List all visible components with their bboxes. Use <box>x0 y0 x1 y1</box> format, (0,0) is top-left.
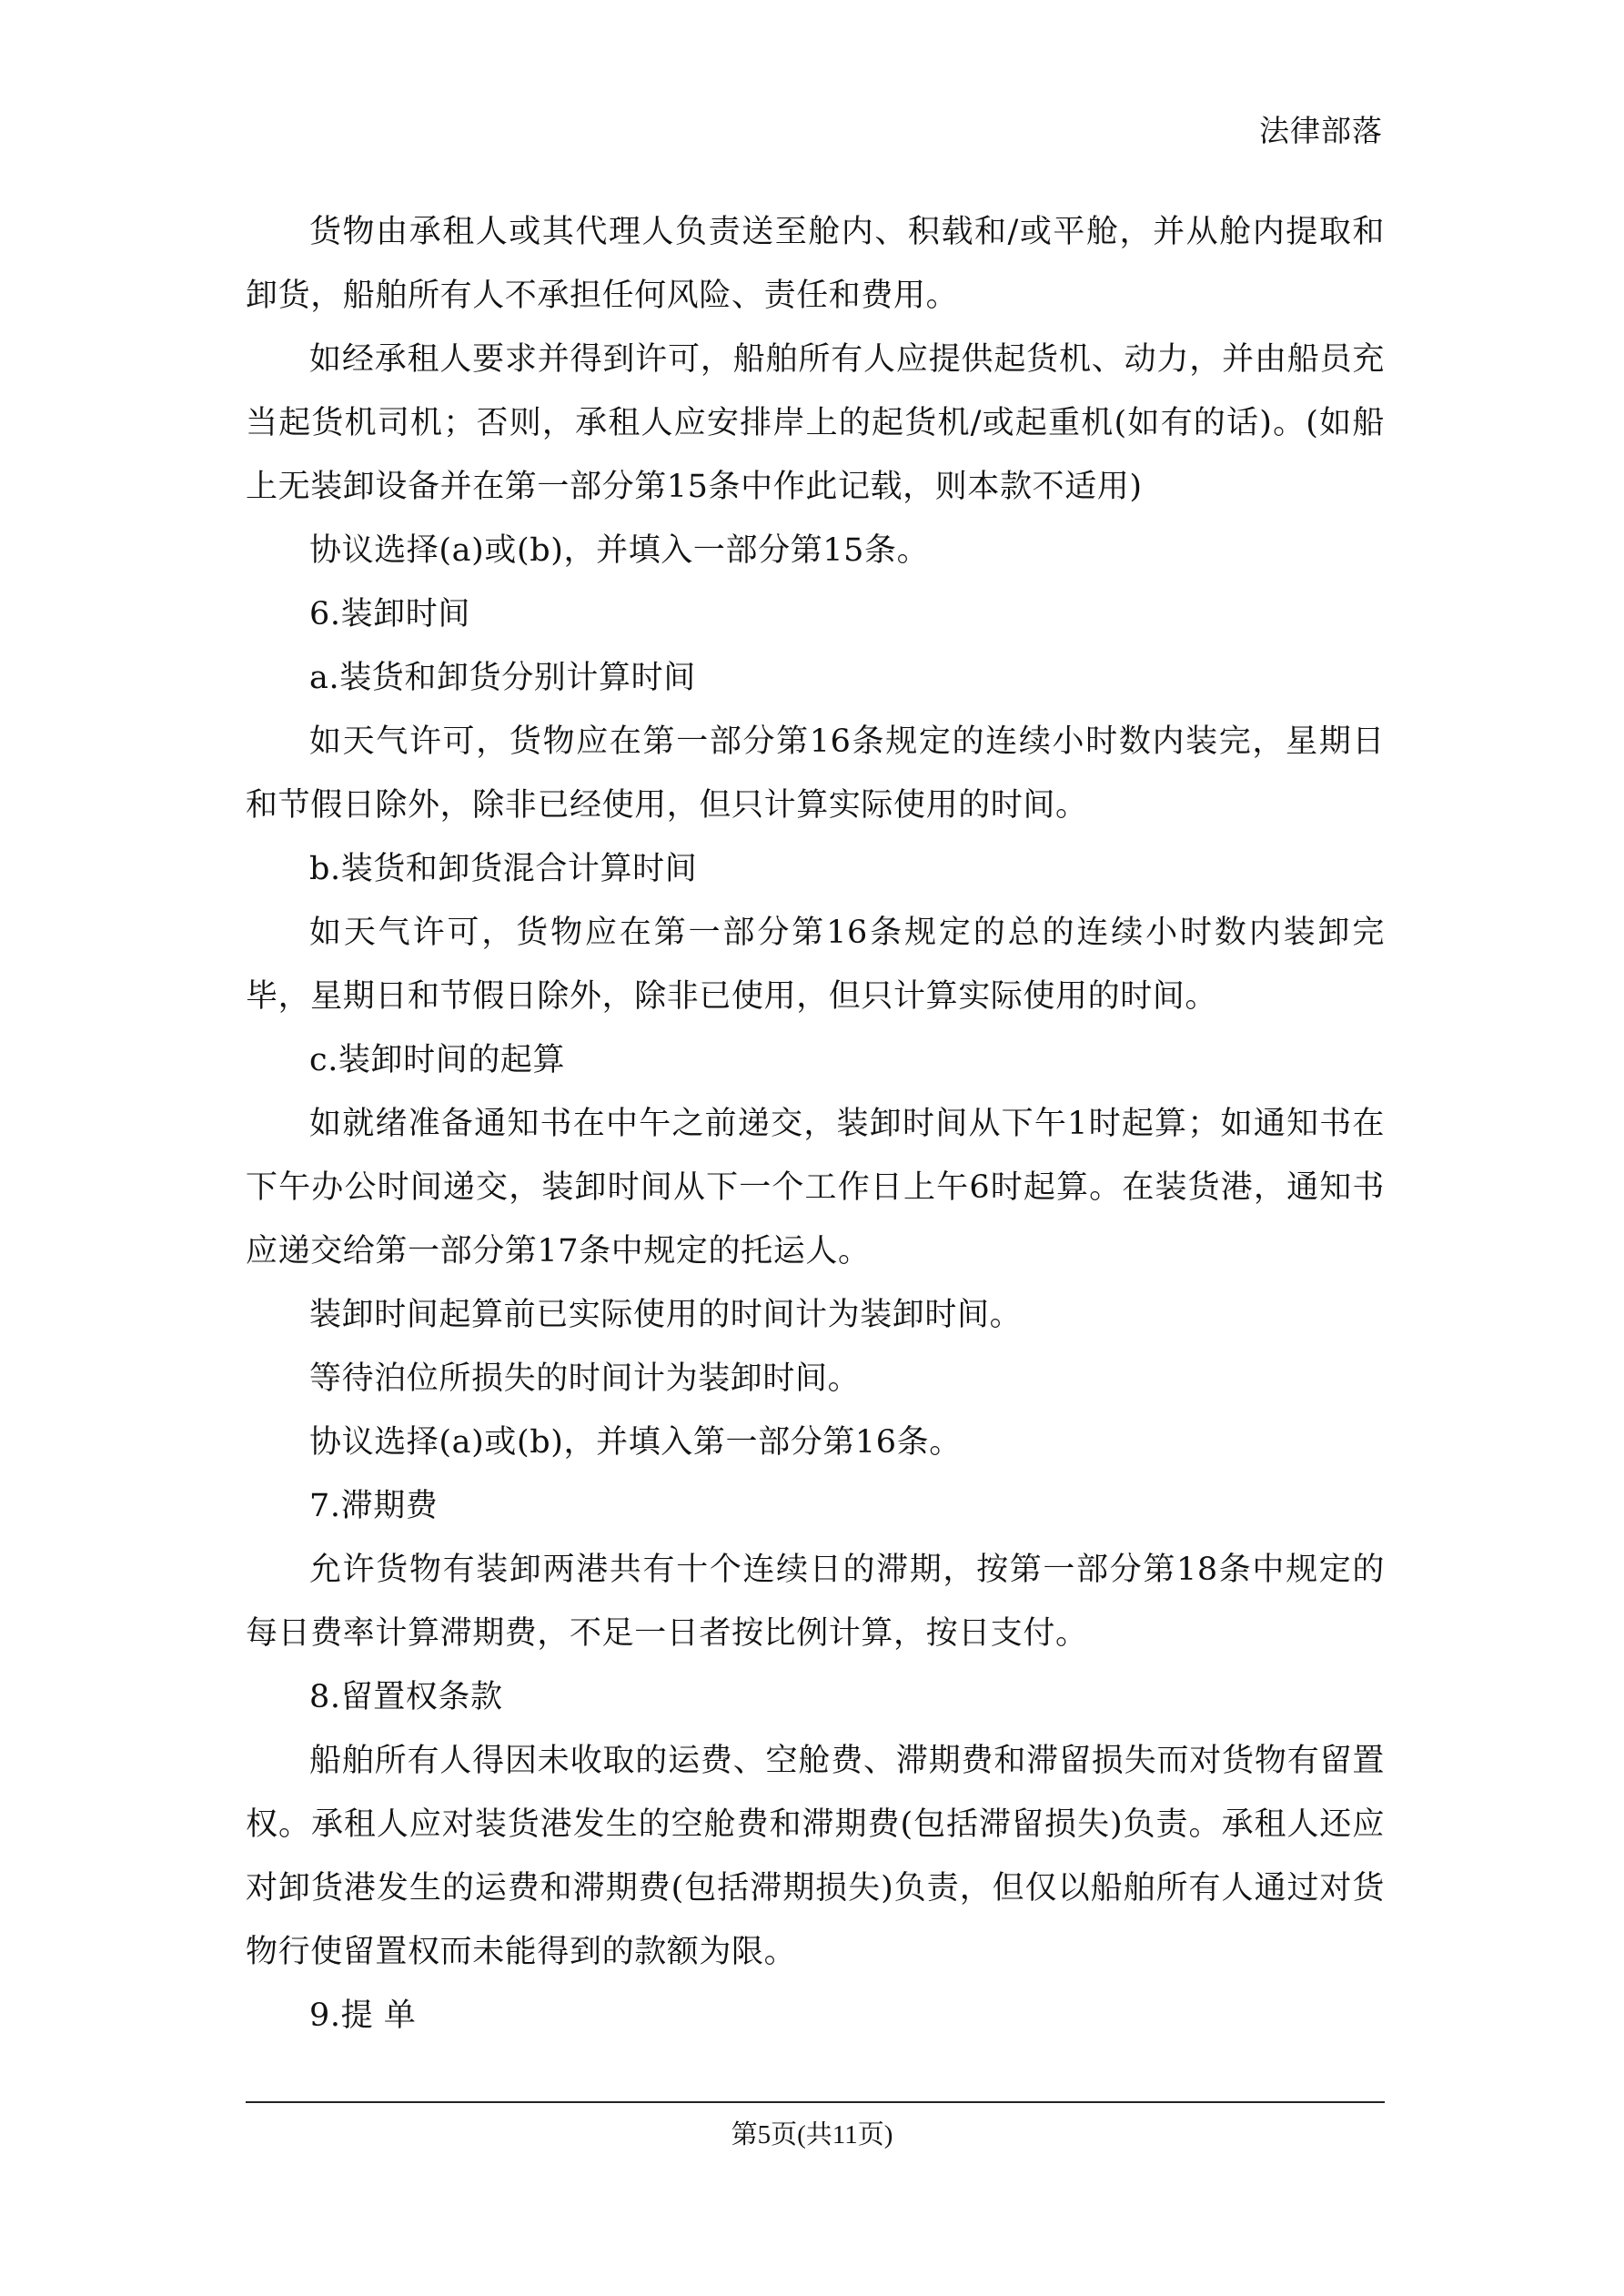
paragraph: 协议选择(a)或(b)，并填入一部分第15条。 <box>309 532 930 569</box>
page-header-site-name: 法律部落 <box>1259 113 1383 148</box>
section-heading: 6.装卸时间 <box>309 596 470 632</box>
paragraph: 如经承租人要求并得到许可，船舶所有人应提供起货机、动力，并由船员充当起货机司机；否则，承租人应安排岸上的起货机/或起重机(如有的话)。(如船上无装卸设备并在第一部分第15条中作此记载，则本款不适用) <box>246 341 1385 505</box>
subsection-heading: c.装卸时间的起算 <box>309 1042 566 1078</box>
section-heading: 7.滞期费 <box>309 1488 439 1524</box>
paragraph: 允许货物有装卸两港共有十个连续日的滞期，按第一部分第18条中规定的每日费率计算滞期费，不足一日者按比例计算，按日支付。 <box>246 1552 1385 1652</box>
paragraph: 装卸时间起算前已实际使用的时间计为装卸时间。 <box>309 1297 1023 1333</box>
subsection-heading: a.装货和卸货分别计算时间 <box>309 660 696 696</box>
subsection-heading: b.装货和卸货混合计算时间 <box>309 851 698 887</box>
paragraph: 协议选择(a)或(b)，并填入第一部分第16条。 <box>309 1424 962 1461</box>
paragraph: 如天气许可，货物应在第一部分第16条规定的总的连续小时数内装卸完毕，星期日和节假日除外，除非已使用，但只计算实际使用的时间。 <box>246 915 1385 1015</box>
paragraph: 如就绪准备通知书在中午之前递交，装卸时间从下午1时起算；如通知书在下午办公时间递交，装卸时间从下一个工作日上午6时起算。在装货港，通知书应递交给第一部分第17条中规定的托运人。 <box>246 1106 1385 1269</box>
paragraph: 货物由承租人或其代理人负责送至舱内、积载和/或平舱，并从舱内提取和卸货，船舶所有人不承担任何风险、责任和费用。 <box>246 214 1385 314</box>
page-number: 第5页(共11页) <box>731 2120 893 2149</box>
section-heading: 8.留置权条款 <box>309 1679 503 1715</box>
document-body <box>246 200 1385 2048</box>
paragraph: 船舶所有人得因未收取的运费、空舱费、滞期费和滞留损失而对货物有留置权。承租人应对装货港发生的空舱费和滞期费(包括滞留损失)负责。承租人还应对卸货港发生的运费和滞期费(包括滞期损失)负责，但仅以船舶所有人通过对货物行使留置权而未能得到的款额为限。 <box>246 1743 1385 1970</box>
footer-divider <box>246 2101 1385 2103</box>
section-heading: 9.提 单 <box>309 1998 417 2034</box>
paragraph: 如天气许可，货物应在第一部分第16条规定的连续小时数内装完，星期日和节假日除外，除非已经使用，但只计算实际使用的时间。 <box>246 723 1385 824</box>
paragraph: 等待泊位所损失的时间计为装卸时间。 <box>309 1360 861 1397</box>
